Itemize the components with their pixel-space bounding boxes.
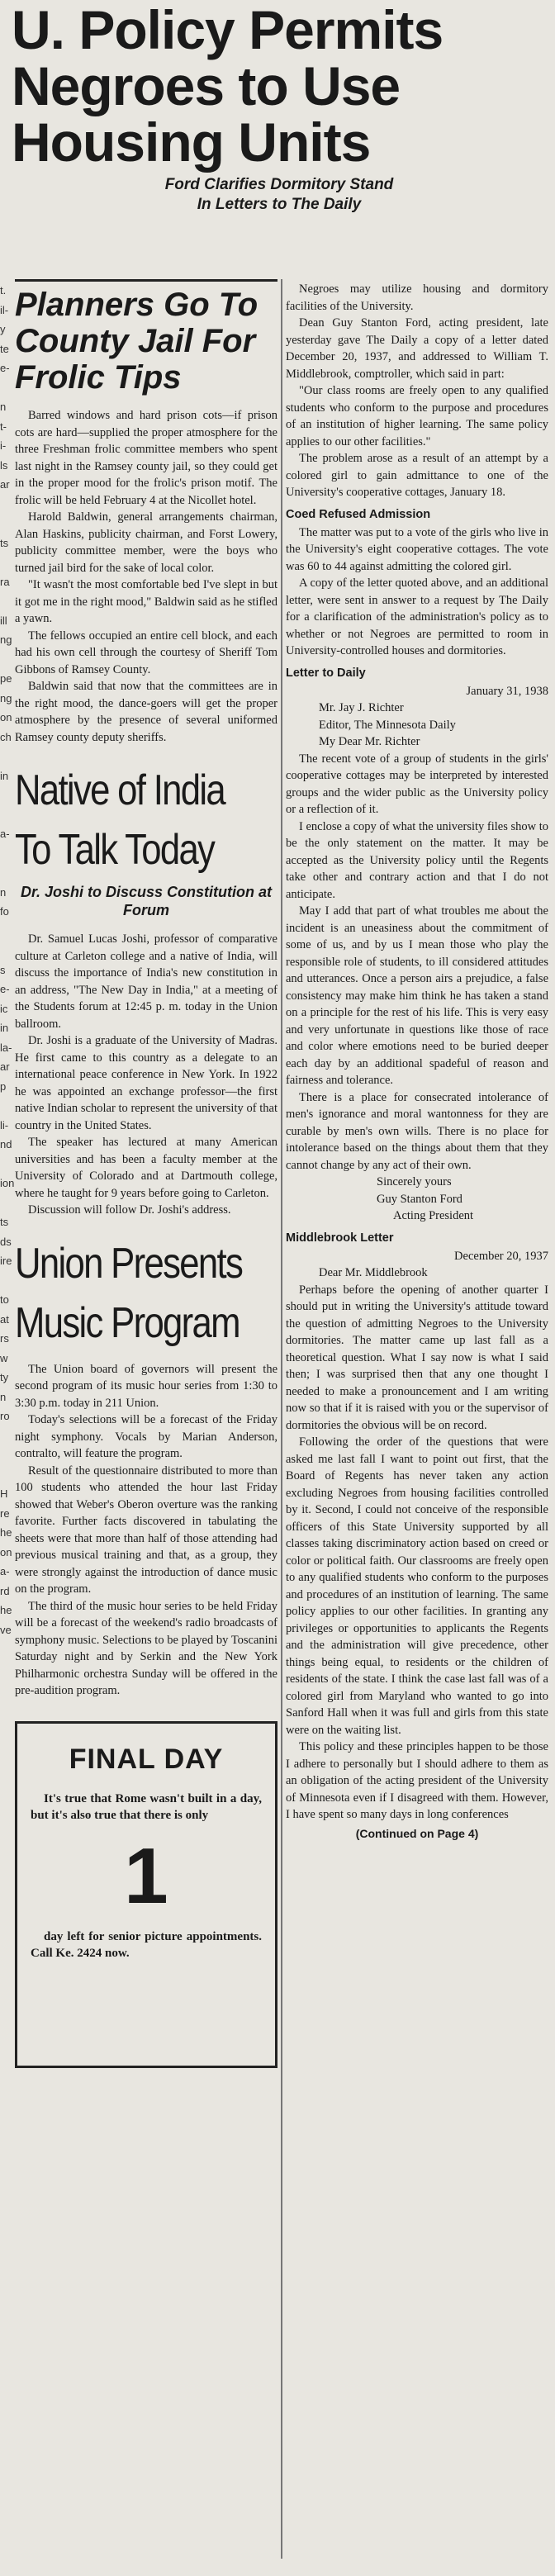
gutter-fragment: ill: [0, 614, 7, 627]
gutter-fragment: [0, 922, 12, 942]
gutter-fragment: [0, 1465, 12, 1485]
gutter-fragment: ar: [0, 1060, 10, 1073]
gutter-fragment: ra: [0, 575, 10, 588]
planners-paragraph: The fellows occupied an entire cell block, and each had his own cell through the courtesy of Sheriff Tom Gibbons of Ramsey County.: [15, 629, 278, 676]
india-paragraph: The speaker has lectured at many American universities and has been a faculty member at the University of Colorado and at Dartmouth college, where he taught for 9 years before going to Carleton.: [15, 1136, 278, 1200]
gutter-fragment: [0, 863, 12, 883]
gutter-fragment: t-: [0, 420, 7, 433]
planners-paragraph: "It wasn't the most comfortable bed I've slept in but it got me in the right mood," Baldwin said as he stifled a yawn.: [15, 578, 278, 625]
gutter-fragment: in: [0, 769, 9, 782]
gutter-fragment: he: [0, 1604, 12, 1616]
subhead-coed: Coed Refused Admission: [286, 507, 431, 521]
subhead-middlebrook: Middlebrook Letter: [286, 1231, 394, 1245]
union-headline: [15, 1234, 272, 1353]
headline-line: Negroes to Use: [12, 55, 401, 116]
gutter-fragment: n: [0, 885, 7, 899]
union-paragraph: The Union board of governors will present the second program of its music hour series from 1:30 to 3:30 p.m. today in 211 Union.: [15, 1362, 278, 1410]
gutter-fragment: [0, 747, 12, 766]
gutter-fragment: ty: [0, 1371, 9, 1383]
gutter-fragment: la-: [0, 1041, 12, 1054]
gutter-fragment: rs: [0, 1332, 9, 1345]
final-day-outro: day left for senior picture appointments. Call Ke. 2424 now.: [31, 1929, 262, 1960]
gutter-fragment: [0, 1659, 12, 1679]
subhead-letter: Letter to Daily: [286, 666, 366, 680]
gutter-fragment: he: [0, 1526, 12, 1539]
india-story: [15, 931, 278, 1219]
gutter-fragment: ts: [0, 1216, 9, 1228]
letter-address: My Dear Mr. Richter: [319, 735, 420, 748]
policy-paragraph: "Our class rooms are freely open to any qualified students who conform to the purpose and procedures of an institution of higher learning. The same policy applies to our other facilities.": [286, 384, 548, 448]
planners-headline: Planners Go To County Jail For Frolic Tips: [15, 279, 278, 396]
middlebrook-paragraph: Perhaps before the opening of another quarter I should put in writing the University's attitude toward the question of admitting Negroes to the University dormitories. The matter came up last fall as a theoretical question. What I say now is what I said then; I was surprised then that any one thought I needed to make a pronouncement and I am writing now so that if it is raised with you or the supervisor of dormitories the obvious will be on record.: [286, 1283, 548, 1432]
india-paragraph: Dr. Joshi is a graduate of the University of Madras. He first came to this country as a delegate to an international peace conference in New York. In 1922 he was appointed an exchange professor—the first native Indian scholar to represent the university of that country in the United States.: [15, 1034, 278, 1132]
union-headline-line: Union Presents: [15, 1239, 243, 1288]
union-paragraph: Today's selections will be a forecast of the Friday night symphony. Vocals by Marian Anderson, contralto, will feature the program.: [15, 1413, 278, 1460]
column-rule: [281, 279, 282, 2559]
left-column: [15, 279, 278, 2068]
india-paragraph: Dr. Samuel Lucas Joshi, professor of comparative culture at Carleton college and a native of India, will discuss the importance of India's new constitution in an address, "The New Day in India," at a meeting of the Students forum at 12:45 p. m. today in the Union ballroom.: [15, 932, 278, 1031]
deck-line: Ford Clarifies Dormitory Stand: [164, 176, 394, 193]
policy-paragraph: Negroes may utilize housing and dormitory facilities of the University.: [286, 282, 548, 313]
gutter-fragment: [0, 514, 12, 534]
gutter-fragment: li-: [0, 1118, 9, 1131]
gutter-fragment: ch: [0, 730, 12, 743]
letter-signature: Sincerely yours: [377, 1175, 452, 1188]
policy-paragraph: The matter was put to a vote of the girls who live in the University's eight cooperative cottages. The vote was 60 to 44 against admitting the colored girl.: [286, 525, 548, 573]
gutter-fragment: ds: [0, 1235, 12, 1248]
gutter-fragment: ng: [0, 691, 12, 704]
union-story: [15, 1361, 278, 1700]
gutter-fragment: y: [0, 323, 6, 335]
gutter-fragment: fo: [0, 905, 9, 918]
letter-date: January 31, 1938: [466, 684, 548, 698]
gutter-fragment: H: [0, 1487, 8, 1500]
gutter-fragment: ire: [0, 1255, 12, 1267]
union-paragraph: The third of the music hour series to be held Friday will be a forecast of the weekend's radio broadcasts of symphony music. Selections to be played by Toscanini Saturday night and by Serkin and the New York Philharmonic orchestra Sunday will be offered in the pre-audition program.: [15, 1599, 278, 1697]
india-headline: [15, 761, 272, 880]
gutter-fragment: e-: [0, 362, 10, 374]
gutter-fragment: p: [0, 1079, 7, 1093]
india-headline-line: Native of India: [15, 766, 225, 814]
gutter-fragment: re: [0, 1506, 10, 1520]
gutter-fragment: ic: [0, 1002, 8, 1015]
gutter-fragment: [0, 553, 12, 572]
final-day-title: FINAL DAY: [69, 1743, 224, 1775]
gutter-fragment: to: [0, 1293, 9, 1306]
gutter-fragment: on: [0, 1545, 12, 1558]
letter-signature: Acting President: [393, 1209, 474, 1222]
planners-paragraph: Harold Baldwin, general arrangements chairman, Alan Haskins, publicity chairman, and Forst Lowery, publicity committee member, were the boys who turned jail bird for the sake of local color.: [15, 510, 278, 575]
letter-paragraph: I enclose a copy of what the university files show to be the only statement on the matter. It may be accepted as the University policy until the Regents take other and contrary action and that I do not anticipate.: [286, 819, 549, 901]
gutter-fragment: te: [0, 342, 9, 355]
gutter-fragment: w: [0, 1351, 8, 1364]
gutter-fragment: pe: [0, 672, 12, 685]
middlebrook-paragraph: This policy and these principles happen to be those I adhere to personally but I should adhere to them as an obligation of the acting president of the University of Minnesota even if I disagreed with them. However, I have spent so many days in long conferences: [286, 1740, 548, 1821]
gutter-fragments: [0, 281, 15, 2560]
gutter-fragment: rd: [0, 1584, 10, 1597]
gutter-fragment: ro: [0, 1410, 10, 1422]
gutter-fragment: [0, 844, 12, 864]
letter-paragraph: The recent vote of a group of students in the girls' cooperative cottages may be interpreted by interested groups and the wider public as the University policy or a reflection of it.: [286, 752, 548, 816]
letter-address: Editor, The Minnesota Daily: [319, 718, 456, 732]
gutter-fragment: [0, 1155, 12, 1174]
middlebrook-salutation: Dear Mr. Middlebrook: [319, 1266, 428, 1279]
letter-paragraph: There is a place for consecrated intolerance of men's ignorance and moral wantonness for they are curable by men's own wills. There is no place for intolerance based on the things about them that they cannot change by any act of their own.: [286, 1090, 548, 1172]
policy-paragraph: The problem arose as a result of an attempt by a colored girl to gain admittance to one of the University's cooperative cottages, January 18.: [286, 452, 548, 499]
gutter-fragment: [0, 1445, 12, 1465]
gutter-fragment: in: [0, 1022, 9, 1034]
gutter-fragment: [0, 1426, 12, 1446]
gutter-fragment: [0, 1096, 12, 1116]
headline-line: Housing Units: [12, 111, 371, 173]
india-headline-line: To Talk Today: [15, 826, 215, 874]
gutter-fragment: nd: [0, 1138, 12, 1150]
india-paragraph: Discussion will follow Dr. Joshi's address.: [28, 1203, 231, 1217]
gutter-fragment: [0, 378, 12, 398]
planners-story: [15, 407, 278, 746]
gutter-fragment: ion: [0, 1177, 15, 1189]
gutter-fragment: ve: [0, 1623, 12, 1636]
gutter-fragment: a-: [0, 828, 10, 840]
final-day-ad: [15, 1721, 278, 2068]
gutter-fragment: ar: [0, 478, 10, 491]
policy-paragraph: Dean Guy Stanton Ford, acting president, late yesterday gave The Daily a copy of a letter dated December 20, 1937, and addressed to William T. Middlebrook, comptroller, which said in part:: [286, 316, 548, 381]
gutter-fragment: il-: [0, 303, 9, 316]
gutter-fragment: e-: [0, 983, 10, 995]
gutter-fragment: [0, 1193, 12, 1213]
gutter-fragment: ls: [0, 458, 8, 472]
policy-paragraph: A copy of the letter quoted above, and an additional letter, were sent in answer to a request by The Daily for a clarification of the administration's policy as to whether or not Negroes are permitted to room in University-controlled houses and dormitories.: [286, 576, 548, 657]
gutter-fragment: t.: [0, 284, 7, 297]
gutter-fragment: [0, 1678, 12, 1698]
union-paragraph: Result of the questionnaire distributed to more than 100 students who attended the hour last Friday showed that Weber's Oberon overture was the ranking favorite. Further facts discovered in tabulating the sheets were that more than half of those attending had previous musical training and that, as a group, they were strongly against the introduction of dance music on the program.: [15, 1464, 278, 1596]
middlebrook-paragraph: Following the order of the questions that were asked me last fall I want to point out first, that the Board of Regents has never taken any action excluding Negroes from housing facilities controlled by it. Second, I could not conceive of the responsible officers of this State University supported by all classes taking discriminatory action based on creed or color or political faith. Our classrooms are freely open to any qualified students who conform to the purposes and procedures of an institution of learning. The same policy applies to our other facilities. In granting any privileges or opportunities to applicants the Regents and the administration will give precedence, other things being equal, to residents or the children of residents of the state. I think the case last fall was of a colored girl from Maryland who wanted to go into Sanford Hall when it was full and girls from this state were on the waiting list.: [286, 1435, 548, 1737]
letter-address: Mr. Jay J. Richter: [319, 701, 404, 714]
india-kicker: Dr. Joshi to Discuss Constitution at Forum: [20, 884, 273, 918]
gutter-fragment: [0, 1639, 12, 1659]
middlebrook-date: December 20, 1937: [454, 1249, 548, 1263]
letter-signature: Guy Stanton Ford: [377, 1192, 462, 1206]
planners-paragraph: Barred windows and hard prison cots—if prison cots are hard—supplied the proper atmosphere for the three Freshman frolic committee members who spent last night in the Ramsey county jail, so they could get in the proper mood for the frolic's prison motif. The frolic will be held February 4 at the Nicollet hotel.: [15, 409, 278, 507]
final-day-number: 1: [124, 1831, 168, 1920]
gutter-fragment: a-: [0, 1565, 10, 1577]
gutter-fragment: i-: [0, 439, 7, 452]
gutter-fragment: [0, 495, 12, 515]
headline-line: U. Policy Permits: [12, 0, 444, 60]
right-column: [286, 281, 548, 1840]
letter-paragraph: May I add that part of what troubles me about the incident is an uneasiness about the commitment of some of us, and by us I mean those who play the responsible role of students, to ill considered attitudes and utterances. Once a person airs a prejudice, a false consistency may make him think he has taken a stand on a principle for the rest of his life. This is very easy and very unfortunate in questions like those of race and color where emotions need to be buried deeper each day by an additional spadeful of reason and fairness and tolerance.: [286, 904, 548, 1087]
gutter-fragment: [0, 650, 12, 670]
gutter-fragment: ts: [0, 536, 9, 549]
gutter-fragment: [0, 591, 12, 611]
gutter-fragment: n: [0, 401, 7, 413]
gutter-fragment: s: [0, 963, 6, 976]
planners-paragraph: Baldwin said that now that the committees are in the right mood, the dance-goers will get the proper atmosphere by the presence of several uniformed Ramsey county deputy sheriffs.: [15, 680, 278, 744]
gutter-fragment: n: [0, 1390, 7, 1403]
gutter-fragment: [0, 785, 12, 805]
banner: [12, 2, 547, 215]
continued-notice: (Continued on Page 4): [355, 1826, 479, 1840]
gutter-fragment: [0, 805, 12, 825]
gutter-fragment: ng: [0, 633, 12, 646]
gutter-fragment: at: [0, 1312, 9, 1326]
gutter-fragment: on: [0, 711, 12, 723]
deck-line: In Letters to The Daily: [197, 196, 362, 213]
union-headline-line: Music Program: [15, 1298, 240, 1347]
final-day-intro: It's true that Rome wasn't built in a day, but it's also true that there is only: [31, 1791, 262, 1822]
gutter-fragment: [0, 1271, 12, 1291]
gutter-fragment: [0, 941, 12, 961]
